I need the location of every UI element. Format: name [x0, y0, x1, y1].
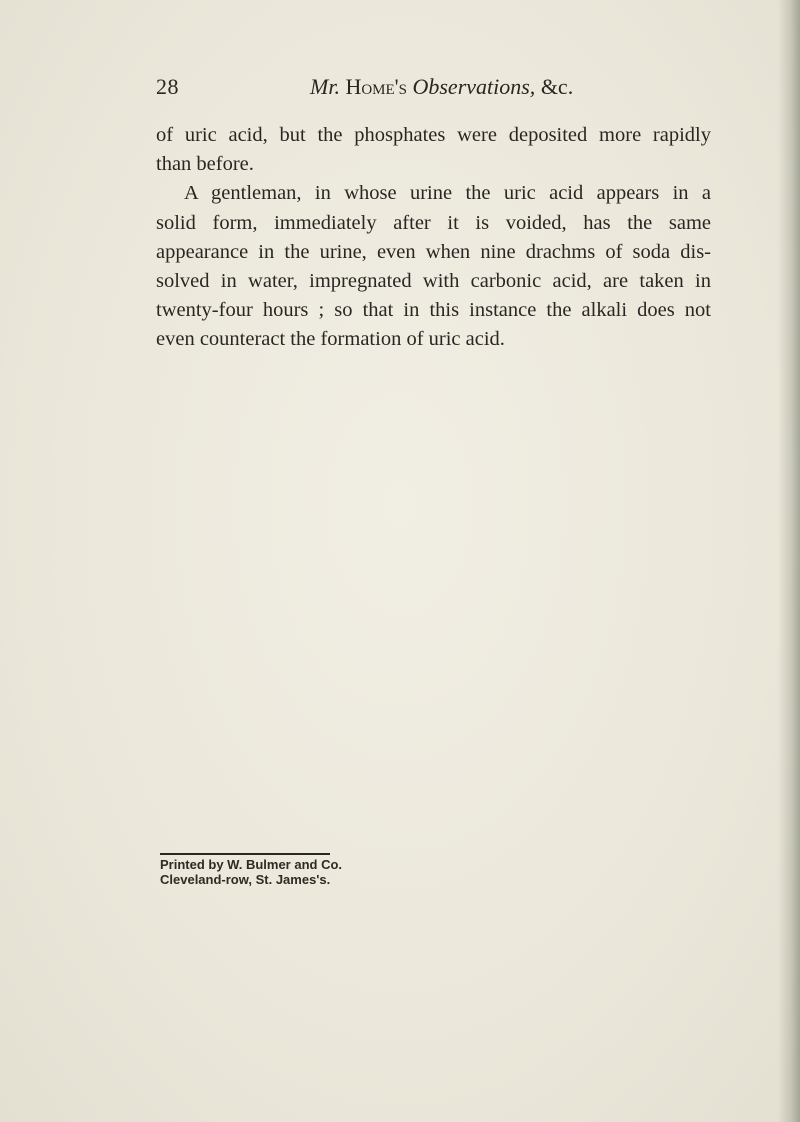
text-line-8: even counteract the formation of uric acid.: [156, 328, 505, 351]
text-line-2: than before.: [156, 153, 254, 176]
running-head: [156, 74, 580, 108]
title-name: Home's: [345, 74, 407, 99]
text-line-5: appearance in the urine, even when nine drachms of soda dis-: [156, 240, 711, 263]
title-end: &c.: [540, 74, 574, 99]
page-edge-shadow: [778, 0, 800, 1122]
imprint-line-2: Cleveland-row, St. James's.: [160, 872, 331, 887]
printer-imprint: [160, 857, 342, 887]
imprint-line-1: Printed by W. Bulmer and Co.: [160, 857, 343, 872]
page-number: 28: [156, 74, 179, 99]
text-line-7: twenty-four hours ; so that in this instance the alkali does not: [156, 299, 711, 322]
text-line-3: A gentleman, in whose urine the uric acid appears in a: [184, 182, 711, 205]
running-title: [310, 74, 573, 100]
text-line-4: solid form, immediately after it is voided, has the same: [156, 211, 711, 234]
title-suffix: Observations,: [412, 74, 536, 99]
body-text: [156, 121, 711, 355]
title-prefix: Mr.: [310, 74, 340, 99]
imprint-rule: [160, 853, 330, 855]
text-line-6: solved in water, impregnated with carbonic acid, are taken in: [156, 270, 711, 293]
text-line-1: of uric acid, but the phosphates were deposited more rapidly: [156, 124, 711, 146]
